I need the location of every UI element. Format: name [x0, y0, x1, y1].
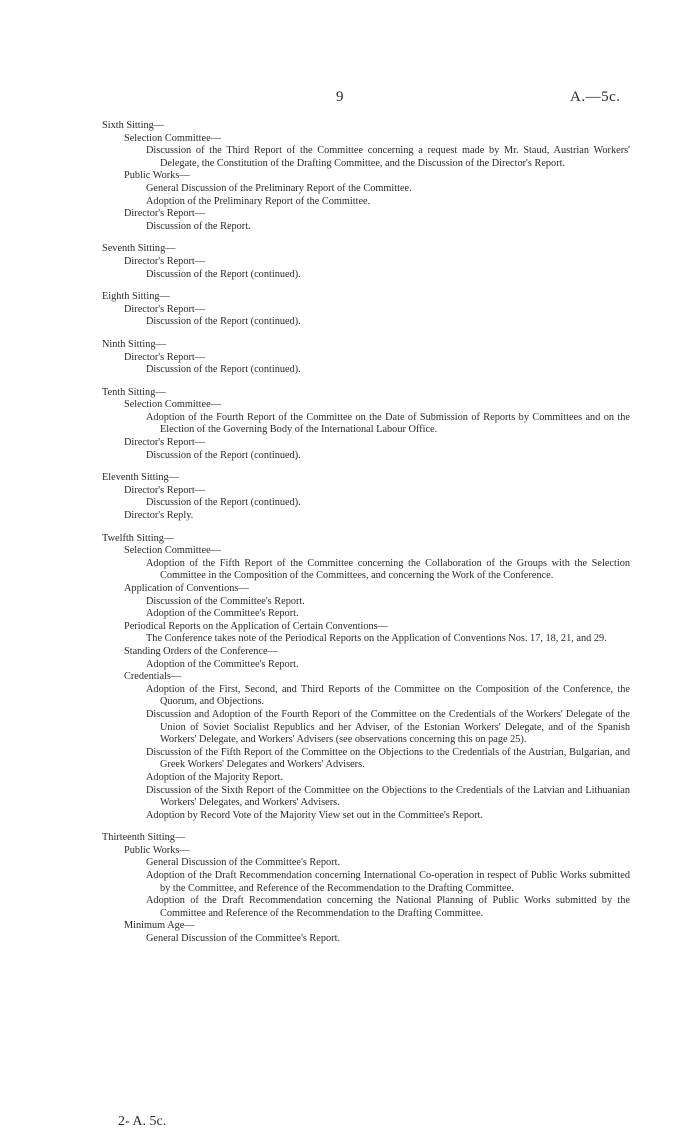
agenda-entry: Adoption of the Committee's Report. — [146, 658, 299, 670]
agenda-entry: Adoption of the Draft Recommendation concerning the National Planning of Public Works submitted by the Committee and Reference of the Recommendation to the Drafting Committee. — [146, 895, 630, 919]
sitting-title: Eighth Sitting— — [102, 291, 170, 303]
agenda-heading: Director's Reply. — [124, 510, 194, 522]
agenda-heading: Credentials— — [124, 671, 182, 683]
sitting-title: Thirteenth Sitting— — [102, 832, 186, 844]
agenda-entry: Discussion of the Report (continued). — [146, 316, 301, 328]
section-gap — [102, 233, 630, 243]
sitting-title: Tenth Sitting— — [102, 386, 166, 398]
section-gap — [102, 523, 630, 533]
agenda-entry: Adoption of the Preliminary Report of the Committee. — [146, 195, 371, 207]
agenda-entry: Discussion of the Report (continued). — [146, 268, 301, 280]
agenda-entry: Discussion of the Report (continued). — [146, 497, 301, 509]
sitting-title: Ninth Sitting— — [102, 338, 166, 350]
agenda-entry: Adoption of the Fourth Report of the Committee on the Date of Submission of Reports by Committees and on the Election of the Governing Body of the International Labour Office. — [146, 411, 630, 436]
section-gap — [102, 281, 630, 291]
section-gap — [102, 377, 630, 387]
agenda-heading: Selection Committee— — [124, 132, 221, 144]
sitting-title: Eleventh Sitting— — [102, 472, 179, 484]
agenda-heading: Selection Committee— — [124, 399, 221, 411]
agenda-entry: Adoption of the Majority Report. — [146, 771, 283, 783]
agenda-heading: Public Works— — [124, 170, 190, 182]
agenda-heading: Application of Conventions— — [124, 583, 249, 594]
agenda-heading: Director's Report— — [124, 437, 206, 449]
sittings-list — [102, 120, 630, 946]
agenda-heading: Director's Report— — [124, 208, 206, 220]
agenda-heading: Periodical Reports on the Application of Certain Conventions— — [124, 620, 388, 632]
agenda-heading: Selection Committee— — [124, 545, 221, 557]
page-number: 9 — [336, 89, 344, 105]
agenda-entry: Discussion of the Fifth Report of the Committee on the Objections to the Credentials of the Austrian, Bulgarian, and Greek Workers' Delegates and Workers' Advisers. — [146, 746, 630, 771]
section-gap — [102, 329, 630, 339]
document-reference: A.—5c. — [570, 89, 621, 105]
section-gap — [102, 462, 630, 472]
agenda-entry: General Discussion of the Committee's Report. — [146, 933, 341, 945]
agenda-entry: Discussion and Adoption of the Fourth Report of the Committee on the Credentials of the Workers' Delegate of the Union of Soviet Socialist Republics and her Adviser, of the Estonian Workers' Delegate, and of the Spanish Workers' Delegate, and Workers' Advisers (see observations concerning this on page 25). — [146, 708, 630, 746]
agenda-entry: Discussion of the Report (continued). — [146, 449, 301, 461]
agenda-entry: Adoption of the Draft Recommendation concerning International Co-operation in respect of Public Works submitted by the Committee, and Reference of the Recommendation to the Drafting Committee. — [146, 870, 630, 894]
agenda-entry: Discussion of the Committee's Report. — [146, 595, 305, 607]
sitting-title: Sixth Sitting— — [102, 120, 165, 131]
agenda-heading: Public Works— — [124, 844, 190, 856]
sitting-title: Twelfth Sitting— — [102, 532, 175, 544]
agenda-entry: Adoption by Record Vote of the Majority View set out in the Committee's Report. — [146, 809, 483, 821]
section-gap — [102, 822, 630, 832]
agenda-entry: Adoption of the Fifth Report of the Committee concerning the Collaboration of the Groups with the Selection Committee in the Composition of the Committees, and concerning the Work of the Conference. — [146, 557, 630, 582]
agenda-heading: Standing Orders of the Conference— — [124, 645, 278, 657]
agenda-heading: Director's Report— — [124, 255, 206, 267]
agenda-entry: General Discussion of the Committee's Report. — [146, 857, 341, 869]
agenda-entry: Discussion of the Report (continued). — [146, 364, 301, 376]
agenda-entry: Adoption of the Committee's Report. — [146, 608, 299, 620]
agenda-heading: Director's Report— — [124, 303, 206, 315]
agenda-entry: The Conference takes note of the Periodical Reports on the Application of Conventions Nos. 17, 18, 21, and 29. — [146, 633, 607, 645]
agenda-entry: Discussion of the Sixth Report of the Committee on the Objections to the Credentials of the Latvian and Lithuanian Workers' Delegates, and Workers' Advisers. — [146, 784, 630, 809]
agenda-entry: Discussion of the Third Report of the Committee concerning a request made by Mr. Staud, Austrian Workers' Delegate, the Constitution of the Drafting Committee, and the Discussion of the Director's Report. — [146, 145, 630, 169]
agenda-entry: Discussion of the Report. — [146, 220, 251, 232]
agenda-entry: General Discussion of the Preliminary Report of the Committee. — [146, 182, 412, 194]
agenda-heading: Director's Report— — [124, 484, 206, 496]
printer-signature: 2- A. 5c. — [118, 1114, 167, 1129]
agenda-entry: Adoption of the First, Second, and Third Reports of the Committee on the Composition of the Conference, the Quorum, and Objections. — [146, 683, 630, 708]
agenda-heading: Director's Report— — [124, 351, 206, 363]
sitting-title: Seventh Sitting— — [102, 243, 176, 255]
agenda-heading: Minimum Age— — [124, 920, 195, 932]
